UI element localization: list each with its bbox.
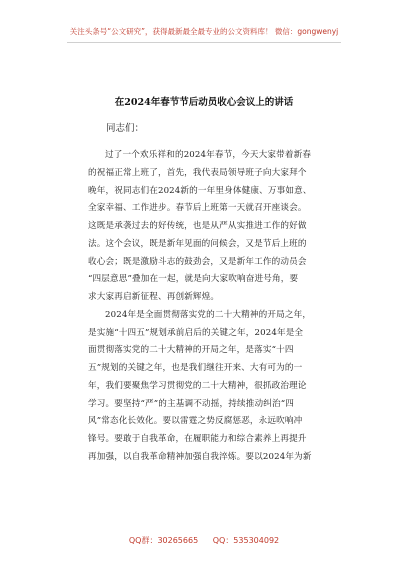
body-line: “四层意思”叠加在一起，就是向大家吹响奋进号角，要 <box>88 274 299 285</box>
body-line: 学习。要坚持“严”的主基调不动摇，持续推动纠治“四 <box>88 398 294 409</box>
header-promo-text: 关注头条号“公文研究”，获得最新最全最专业的公文资料库！ 微信：gongwenyj <box>69 27 339 36</box>
body-line: 风”常态化长效化。要以雷霆之势反腐惩恶，永远吹响冲 <box>88 416 303 427</box>
body-line: 这既是承袭过去的好传统，也是从严从实推进工作的好做 <box>88 221 307 231</box>
body-line: 面贯彻落实党的二十大精神的开局之年，是落实“十四 <box>88 345 294 356</box>
body-line: 2024年是全面贯彻落实党的二十大精神的开局之年， <box>105 309 312 320</box>
body-line: 五”规划的关键之年，也是我们继往开来、大有可为的一 <box>88 363 303 373</box>
footer-qq-number: QQ：535304092 <box>212 536 280 545</box>
body-line: 再加强，以自我革命精神加强自我淬炼。要以2024年为新 <box>88 451 312 462</box>
footer-contact <box>0 536 408 546</box>
document-body <box>88 147 344 467</box>
footer-qq-group: QQ群：30265665 <box>128 536 199 545</box>
body-line: 全家幸福、工作进步。春节后上班第一天就召开座谈会。 <box>88 203 307 214</box>
document-title: 在2024年春节节后动员收心会议上的讲话 <box>114 97 294 108</box>
body-line: 过了一个欢乐祥和的2024年春节，今天大家带着新春 <box>105 150 312 160</box>
body-line: 锋号。要敢于自我革命，在履职能力和综合素养上再提升 <box>88 434 307 444</box>
body-line: 晚年，祝同志们在2024新的一年里身体健康、万事如意、 <box>88 185 312 196</box>
body-line: 法。这个会议，既是新年见面的问候会，又是节后上班的 <box>88 238 307 249</box>
header-divider <box>67 42 341 43</box>
body-line: 收心会；既是激励斗志的鼓劲会，又是新年工作的动员会 <box>88 256 307 267</box>
body-line: 的祝福正常上班了，首先，我代表局领导班子向大家拜个 <box>88 167 307 178</box>
body-line: 求大家再启新征程、再创新辉煌。 <box>88 292 220 302</box>
salutation: 同志们： <box>106 123 145 134</box>
body-line: 是实施“十四五”规划承前启后的关键之年，2024年是全 <box>88 327 304 338</box>
body-line: 年，我们要聚焦学习贯彻党的二十大精神，很抓政治理论 <box>88 380 307 391</box>
